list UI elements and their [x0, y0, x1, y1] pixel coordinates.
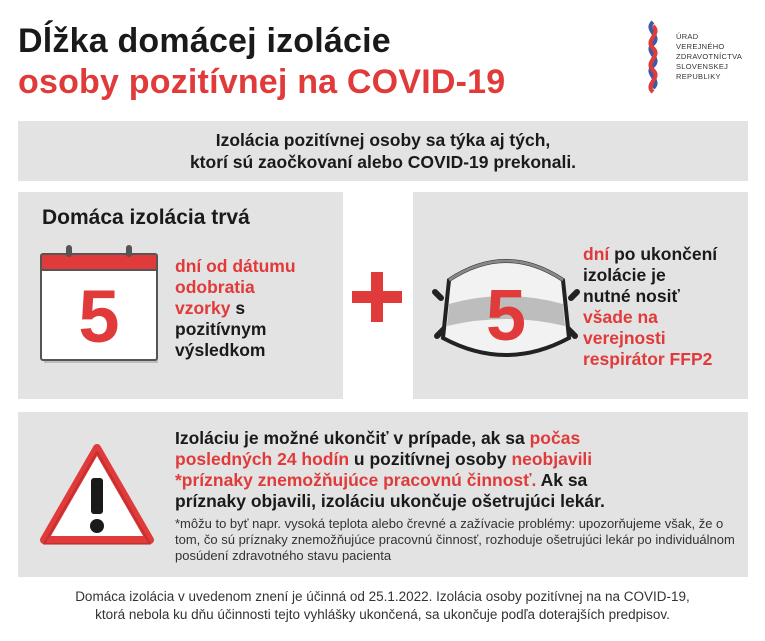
end-line: počas [529, 428, 581, 448]
logo-line: REPUBLIKY [676, 72, 721, 81]
footer-line: Domáca izolácia v uvedenom znení je účinná od 25.1.2022. Izolácia osoby pozitívnej na na COVID-19, [75, 589, 690, 604]
isolation-duration-panel [18, 192, 343, 399]
duration-line: vzorky [175, 298, 231, 318]
calendar-ring [126, 245, 132, 257]
footer-line: ktorá nebola ku dňu účinnosti tejto vyhlášky ukončená, sa ukončuje podľa doterajších predpisov. [95, 607, 670, 622]
respirator-line: všade na [583, 307, 658, 327]
respirator-text [583, 244, 717, 370]
end-line: príznaky objavili, izoláciu ukončuje ošetrujúci lekár. [175, 491, 605, 511]
effective-date-footer [0, 588, 765, 624]
duration-line: výsledkom [175, 340, 266, 360]
page-title-line2: osoby pozitívnej na COVID-19 [18, 63, 506, 101]
vaccinated-info-panel [18, 121, 748, 181]
duration-line-suffix: s [230, 298, 246, 318]
info-line: Izolácia pozitívnej osoby sa týka aj tých, [215, 130, 551, 150]
respirator-line: po ukončení [609, 244, 718, 264]
logo-line: ZDRAVOTNÍCTVA [676, 52, 743, 61]
calendar-ring [66, 245, 72, 257]
warning-icon [38, 442, 156, 546]
respirator-line: dní [583, 244, 610, 264]
calendar-icon [40, 245, 158, 363]
respirator-line: verejnosti [583, 328, 666, 348]
respirator-line: izolácie je [583, 265, 666, 285]
isolation-end-panel [18, 412, 748, 577]
end-line: posledných 24 hodín [175, 449, 350, 469]
caduceus-logo-icon [640, 20, 666, 96]
plus-icon [352, 272, 402, 322]
logo-line: VEREJNÉHO [676, 42, 725, 51]
end-line: Ak sa [536, 470, 588, 490]
respirator-line: respirátor FFP2 [583, 349, 713, 369]
calendar-header [42, 255, 156, 271]
vaccinated-info-text [18, 129, 748, 173]
isolation-end-text [175, 428, 740, 512]
respirator-day-number: 5 [485, 276, 527, 356]
isolation-duration-title: Domáca izolácia trvá [42, 206, 250, 229]
duration-line: pozitívnym [175, 319, 267, 339]
logo-line: SLOVENSKEJ [676, 62, 729, 71]
symptoms-footnote: *môžu to byť napr. vysoká teplota alebo črevné a zažívacie problémy: upozorňujeme však, že o tom, čo sú príznaky znemožňujúce pracovnú činnosť, rozhoduje ošetrujúci lekár po individuálnom posúdení zdravotného stavu pacienta [175, 516, 735, 563]
end-line: neobjavili [511, 449, 593, 469]
logo-line: ÚRAD [676, 32, 699, 41]
end-line: u pozitívnej osoby [349, 449, 512, 469]
page-title-line1: Dĺžka domácej izolácie [18, 22, 391, 60]
respirator-line: nutné nosiť [583, 286, 680, 306]
isolation-duration-text [175, 256, 296, 361]
plus-bar-vertical [371, 272, 383, 322]
duration-line: dní od dátumu [175, 256, 296, 276]
calendar-day-number: 5 [78, 275, 120, 358]
ffp2-respirator-icon [431, 248, 581, 368]
uvz-logo [640, 20, 750, 96]
end-line: *príznaky znemožňujúce pracovnú činnosť. [175, 470, 537, 490]
calendar-body [40, 253, 158, 361]
end-line: Izoláciu je možné ukončiť v prípade, ak sa [175, 428, 530, 448]
info-line: ktorí sú zaočkovaní alebo COVID-19 prekonali. [189, 152, 577, 172]
duration-line: odobratia [175, 277, 255, 297]
respirator-panel [413, 192, 748, 399]
logo-text [676, 32, 742, 82]
